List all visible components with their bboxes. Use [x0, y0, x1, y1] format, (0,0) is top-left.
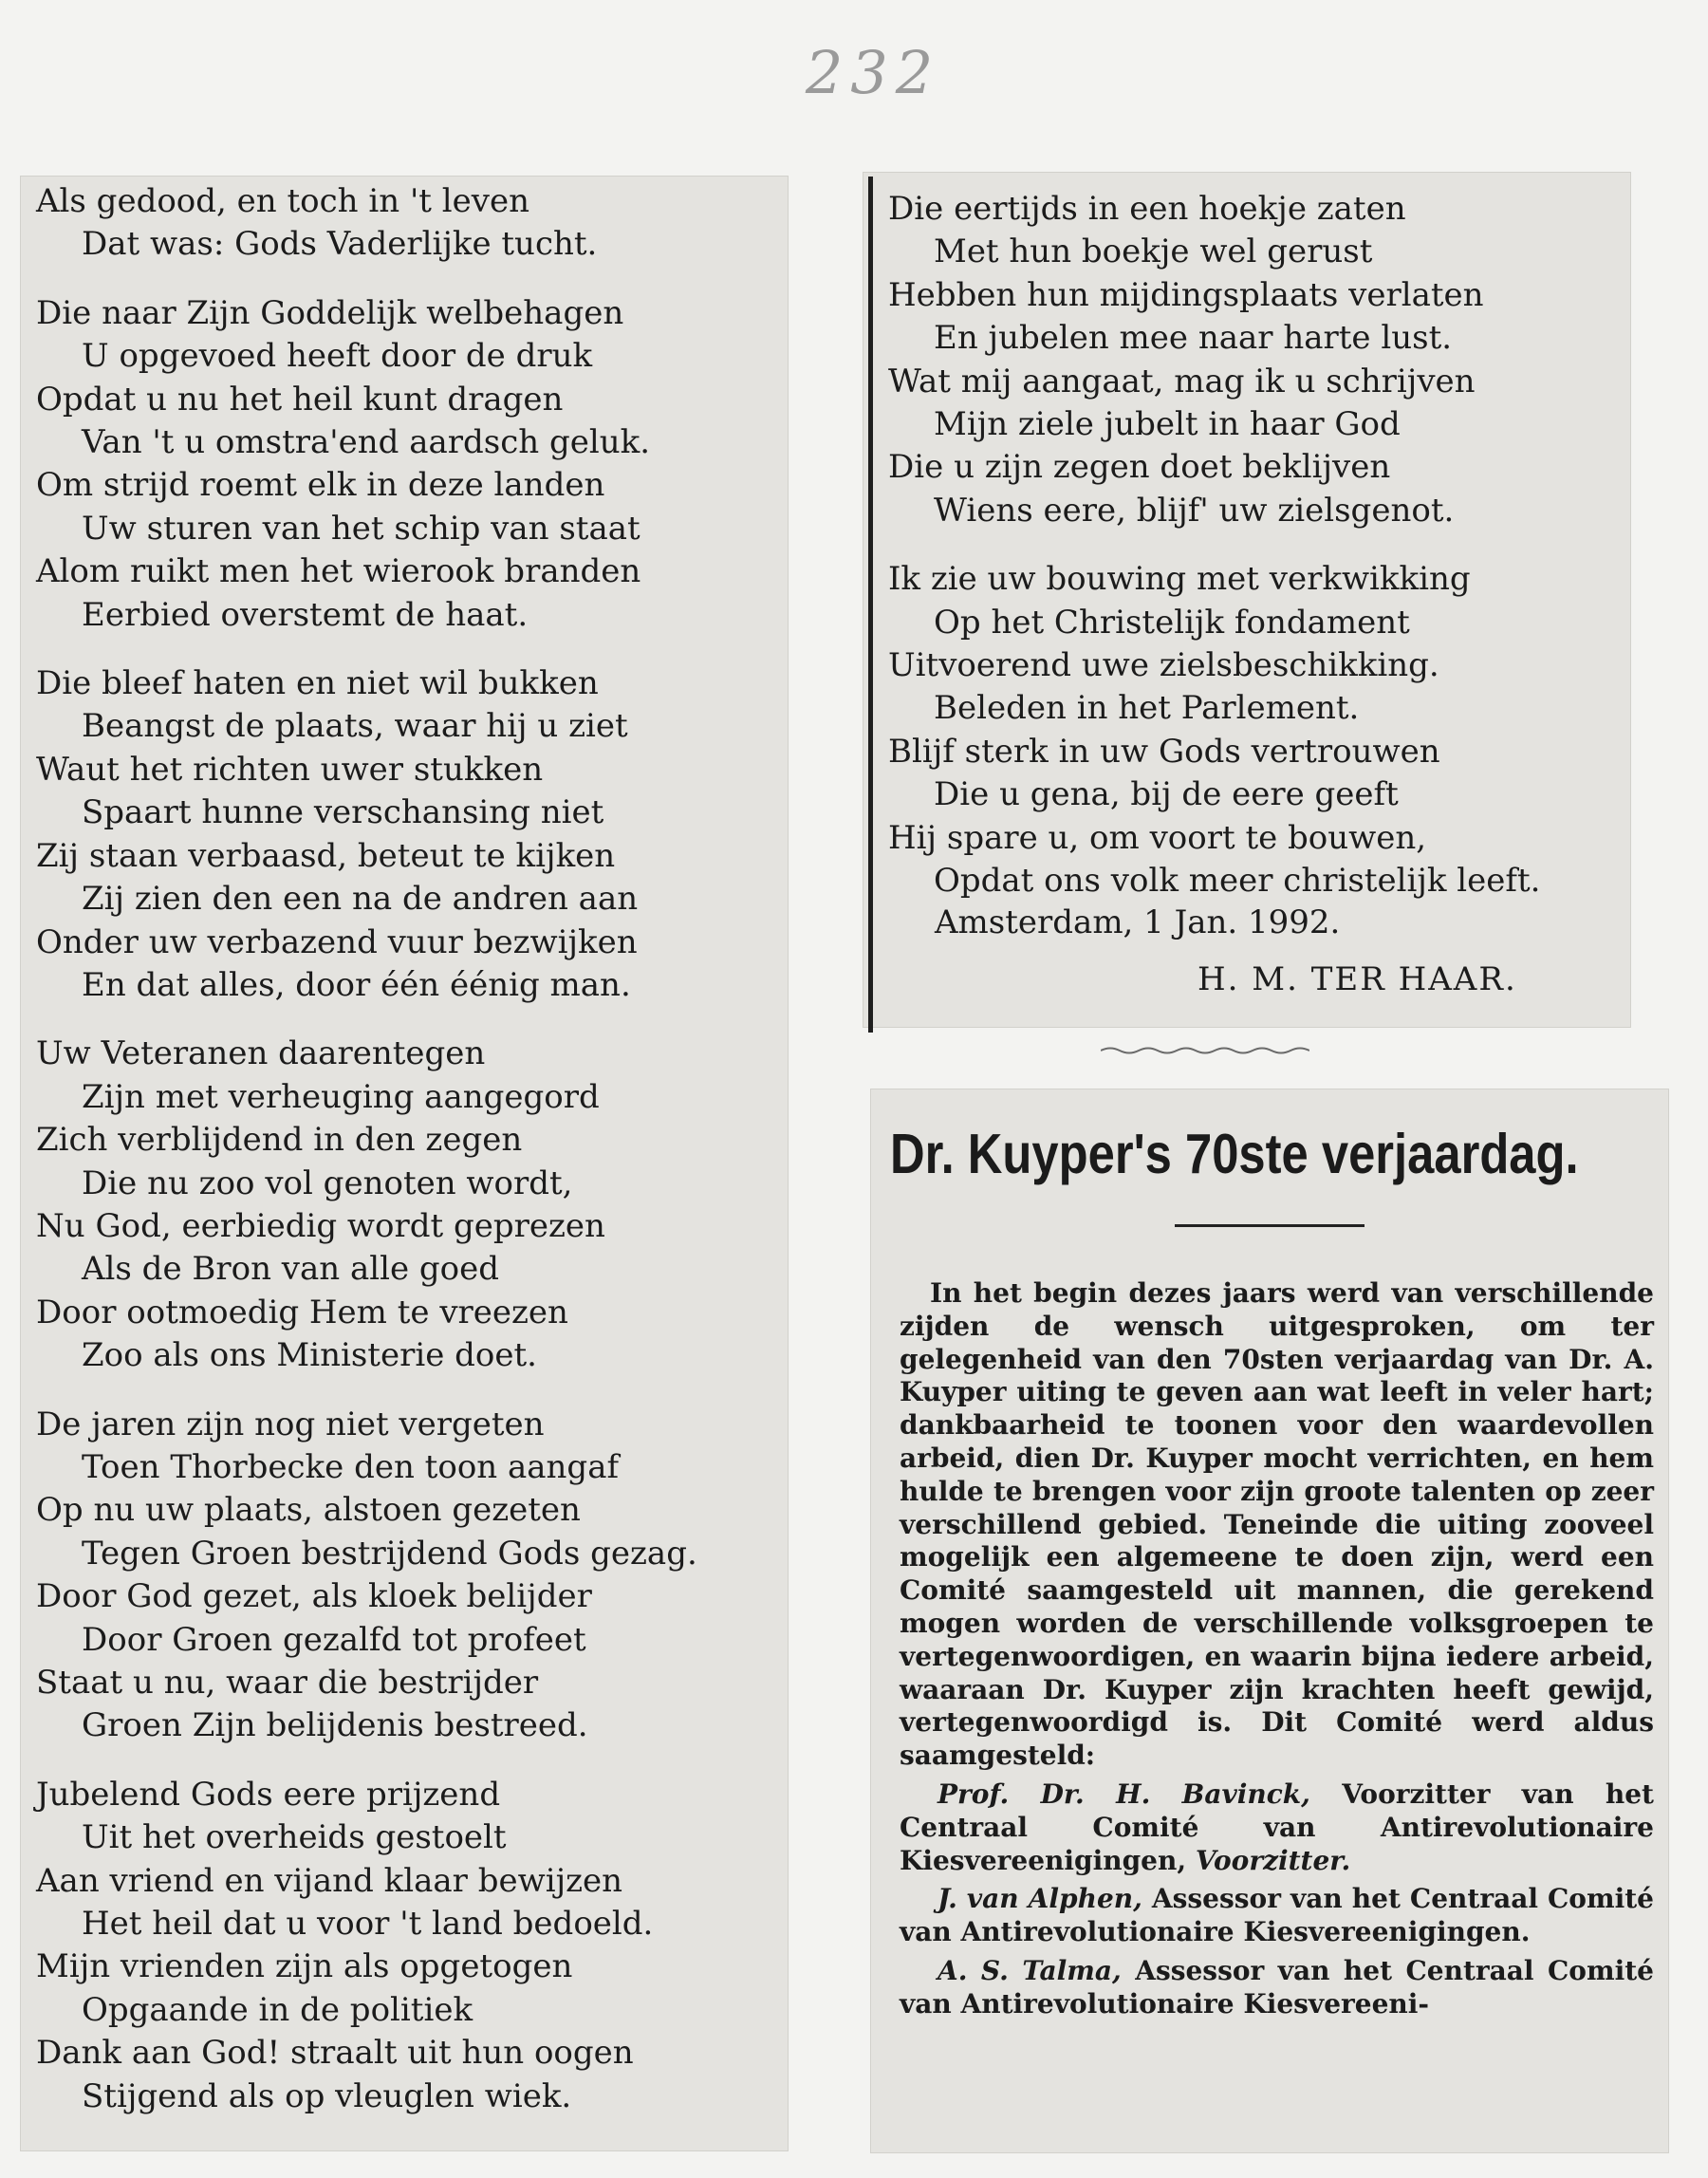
member-role: Assessor van het Centraal Comité van Antirevolutionaire Kiesvereenigingen. [900, 1883, 1654, 1948]
poem-line: Door ootmoedig Hem te vreezen [36, 1293, 568, 1331]
poem-line: Hij spare u, om voort te bouwen, [888, 818, 1427, 857]
poem-line: Zoo als ons Ministerie doet. [82, 1336, 537, 1375]
poem-line: Beangst de plaats, waar hij u ziet [82, 707, 628, 746]
poem-line: Op het Christelijk fondament [934, 603, 1410, 642]
stanza [36, 1774, 776, 2118]
poem-line: Uit het overheids gestoelt [82, 1818, 507, 1857]
poem-line: Uw Veteranen daarentegen [36, 1034, 486, 1073]
poem-line: Die u gena, bij de eere geeft [934, 775, 1399, 814]
poem-line: En dat alles, door één éénig man. [82, 965, 631, 1004]
poem-line: Om strijd roemt elk in deze landen [36, 466, 605, 505]
poem-line: U opgevoed heeft door de druk [82, 337, 593, 376]
poem-line: Zijn met verheuging aangegord [82, 1077, 600, 1116]
poem-line: Op nu uw plaats, alstoen gezeten [36, 1491, 581, 1530]
poem-line: Zich verblijdend in den zegen [36, 1121, 523, 1160]
poem-line: Zij zien den een na de andren aan [82, 880, 639, 919]
poem-line: Opdat ons volk meer christelijk leeft. [934, 862, 1541, 901]
stanza [888, 188, 1619, 532]
stanza [36, 292, 776, 637]
headline-rule [1175, 1224, 1365, 1227]
poem-line: Die u zijn zegen doet beklijven [888, 448, 1391, 487]
right-poem [888, 188, 1619, 929]
poem-signature: H. M. TER HAAR. [1197, 960, 1517, 998]
poem-line: Opgaande in de politiek [82, 1990, 473, 2029]
poem-line: Door Groen gezalfd tot profeet [82, 1620, 586, 1659]
poem-line: De jaren zijn nog niet vergeten [36, 1405, 545, 1443]
member-name: A. S. Talma, [938, 1954, 1122, 1986]
poem-line: Opdat u nu het heil kunt dragen [36, 380, 564, 419]
poem-line: Mijn ziele jubelt in haar God [934, 405, 1401, 444]
poem-dateline: Amsterdam, 1 Jan. 1992. [935, 903, 1341, 941]
poem-line: Aan vriend en vijand klaar bewijzen [36, 1861, 623, 1900]
page-number: 232 [805, 38, 941, 107]
poem-line: Wat mij aangaat, mag ik u schrijven [888, 362, 1476, 400]
poem-line: Zij staan verbaasd, beteut te kijken [36, 836, 616, 875]
article-lead: In het begin dezes jaars werd van verschillende zijden de wensch uitgesproken, om ter gelegenheid van den 70sten verjaardag van Dr. A. Kuyper uiting te geven aan wat leeft in veler hart; dankbaarheid te toonen voor den waardevollen arbeid, dien Dr. Kuyper mocht verrichten, en hem hulde te brengen voor zijn groote talenten op zeer verschillend gebied. Teneinde die uiting zooveel mogelijk een algemeene te doen zijn, werd een Comité saamgesteld uit mannen, die gerekend mogen worden de verschillende volksgroepen te vertegenwoordigen, en waarin bijna iedere arbeid, waaraan Dr. Kuyper zijn krachten heeft gewijd, vertegenwoordigd is. Dit Comité werd aldus saamgesteld: [900, 1277, 1654, 1772]
column-rule [868, 177, 873, 1033]
poem-line: Nu God, eerbiedig wordt geprezen [36, 1206, 605, 1245]
stanza [36, 180, 776, 267]
poem-line: Ik zie uw bouwing met verkwikking [888, 560, 1471, 599]
poem-line: Door God gezet, als kloek belijder [36, 1577, 592, 1616]
article-body [900, 1277, 1654, 2021]
poem-line: Als de Bron van alle goed [82, 1250, 500, 1289]
poem-line: Beleden in het Parlement. [934, 689, 1360, 728]
poem-line: Uitvoerend uwe zielsbeschikking. [888, 646, 1439, 685]
poem-line: Met hun boekje wel gerust [934, 233, 1373, 271]
poem-line: Onder uw verbazend vuur bezwijken [36, 922, 638, 961]
committee-member [900, 1955, 1654, 2021]
stanza [888, 558, 1619, 903]
poem-line: Die naar Zijn Goddelijk welbehagen [36, 293, 624, 332]
stanza [36, 662, 776, 1007]
poem-line: Uw sturen van het schip van staat [82, 509, 640, 548]
poem-line: Die bleef haten en niet wil bukken [36, 664, 599, 703]
poem-line: Wiens eere, blijf' uw zielsgenot. [934, 491, 1455, 530]
poem-line: Jubelend Gods eere prijzend [36, 1775, 501, 1814]
member-role: Assessor van het Centraal Comité van Antirevolutionaire Kiesvereeni- [900, 1954, 1654, 2020]
left-poem [36, 180, 776, 2144]
poem-line: Van 't u omstra'end aardsch geluk. [82, 423, 651, 462]
stanza [36, 1404, 776, 1748]
member-role: Voorzitter van het Centraal Comité van Antirevolutionaire Kiesvereenigingen, [900, 1778, 1654, 1876]
member-title: Voorzitter. [1195, 1844, 1351, 1876]
poem-line: Alom ruikt men het wierook branden [36, 552, 641, 591]
poem-line: Het heil dat u voor 't land bedoeld. [82, 1905, 654, 1944]
poem-line: Hebben hun mijdingsplaats verlaten [888, 275, 1484, 314]
poem-line: Spaart hunne verschansing niet [82, 793, 604, 832]
poem-line: Die eertijds in een hoekje zaten [888, 190, 1406, 228]
poem-line: Eerbied overstemt de haat. [82, 595, 529, 634]
committee-member [900, 1883, 1654, 1949]
poem-line: Die nu zoo vol genoten wordt, [82, 1163, 573, 1202]
ornament-divider [1101, 1044, 1309, 1057]
poem-line: Stijgend als op vleuglen wiek. [82, 2076, 572, 2115]
member-name: Prof. Dr. H. Bavinck, [938, 1778, 1310, 1810]
poem-line: Blijf sterk in uw Gods vertrouwen [888, 732, 1440, 771]
member-name: J. van Alphen, [938, 1883, 1142, 1915]
article-headline: Dr. Kuyper's 70ste verjaardag. [890, 1123, 1579, 1185]
poem-line: Dank aan God! straalt uit hun oogen [36, 2034, 634, 2073]
poem-line: Dat was: Gods Vaderlijke tucht. [82, 225, 598, 264]
poem-line: Groen Zijn belijdenis bestreed. [82, 1706, 588, 1745]
poem-line: Staat u nu, waar die bestrijder [36, 1664, 539, 1702]
poem-line: Als gedood, en toch in 't leven [36, 182, 529, 220]
poem-line: Tegen Groen bestrijdend Gods gezag. [82, 1534, 697, 1573]
stanza [36, 1033, 776, 1377]
poem-line: Waut het richten uwer stukken [36, 750, 544, 789]
poem-line: En jubelen mee naar harte lust. [934, 319, 1453, 358]
committee-members [900, 1778, 1654, 2021]
committee-member [900, 1778, 1654, 1877]
poem-line: Mijn vrienden zijn als opgetogen [36, 1947, 573, 1986]
poem-line: Toen Thorbecke den toon aangaf [82, 1447, 620, 1486]
